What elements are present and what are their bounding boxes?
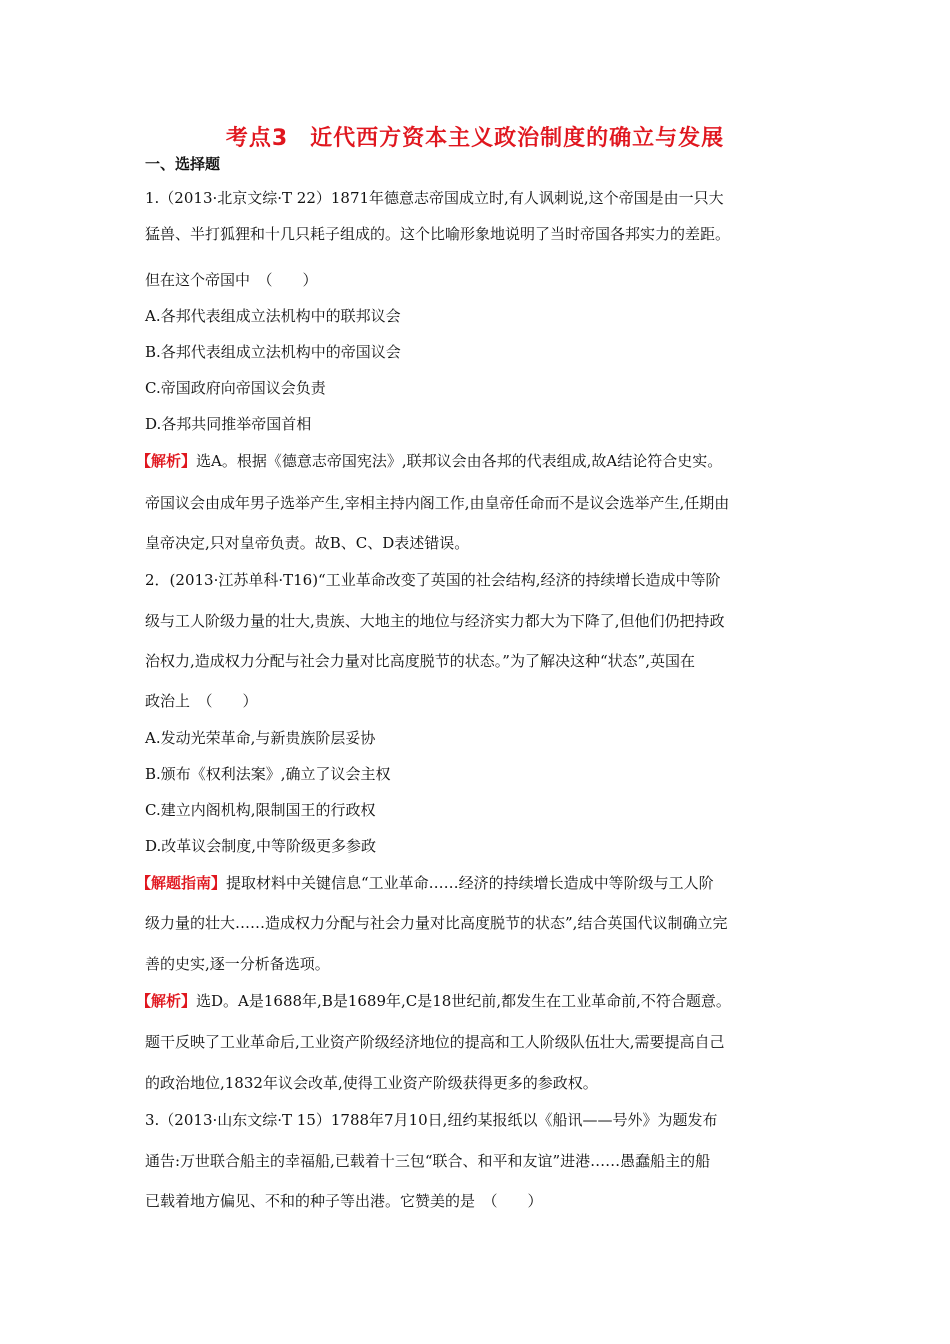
guide-tag: 【解题指南】 [136, 874, 227, 892]
question-2-line-1: 2．(2013·江苏单科·T16)“工业革命改变了英国的社会结构,经济的持续增长造成中等阶 [145, 571, 721, 589]
section-heading: 一、选择题 [145, 155, 221, 173]
question-2-explanation-line-3: 的政治地位,1832年议会改革,使得工业资产阶级获得更多的参政权。 [145, 1074, 598, 1092]
explanation-tag: 【解析】 [136, 992, 197, 1010]
question-3-line-1: 3.（2013·山东文综·T 15）1788年7月10日,纽约某报纸以《船讯——号外》为题发布 [145, 1111, 718, 1129]
title-text: 近代西方资本主义政治制度的确立与发展 [310, 126, 725, 151]
question-2-guide-line-1: 【解题指南】提取材料中关键信息“工业革命……经济的持续增长造成中等阶级与工人阶 [136, 874, 714, 892]
question-1-line-1: 1.（2013·北京文综·T 22）1871年德意志帝国成立时,有人讽刺说,这个帝国是由一只大 [145, 189, 724, 207]
page-title [0, 121, 950, 152]
explanation-tag: 【解析】 [136, 452, 197, 470]
title-number: 考点3 [225, 126, 289, 151]
question-1-option-c: C.帝国政府向帝国议会负责 [145, 379, 326, 397]
question-1-option-d: D.各邦共同推举帝国首相 [145, 415, 312, 433]
question-2-line-3: 治权力,造成权力分配与社会力量对比高度脱节的状态。”为了解决这种“状态”,英国在 [145, 652, 696, 670]
question-2-option-b: B.颁布《权利法案》,确立了议会主权 [145, 765, 391, 783]
question-2-option-d: D.改革议会制度,中等阶级更多参政 [145, 837, 377, 855]
question-2-explanation-line-2: 题干反映了工业革命后,工业资产阶级经济地位的提高和工人阶级队伍壮大,需要提高自己 [145, 1033, 725, 1051]
question-2-option-c: C.建立内阁机构,限制国王的行政权 [145, 801, 376, 819]
question-1-line-3: 但在这个帝国中 （ ） [145, 271, 318, 289]
question-3-line-2: 通告:万世联合船主的幸福船,已载着十三包“联合、和平和友谊”进港……愚蠢船主的船 [145, 1152, 711, 1170]
question-2-explanation-line-1: 【解析】选D。A是1688年,B是1689年,C是18世纪前,都发生在工业革命前,不符合题意。 [136, 992, 731, 1010]
question-1-explanation-line-2: 帝国议会由成年男子选举产生,宰相主持内阁工作,由皇帝任命而不是议会选举产生,任期由 [145, 494, 730, 512]
question-3-line-3: 已载着地方偏见、不和的种子等出港。它赞美的是 （ ） [145, 1192, 543, 1210]
question-2-line-4: 政治上 （ ） [145, 692, 258, 710]
question-1-option-b: B.各邦代表组成立法机构中的帝国议会 [145, 343, 401, 361]
question-1-explanation-line-3: 皇帝决定,只对皇帝负责。故B、C、D表述错误。 [145, 534, 470, 552]
question-1-explanation-line-1: 【解析】选A。根据《德意志帝国宪法》,联邦议会由各邦的代表组成,故A结论符合史实。 [136, 452, 723, 470]
question-2-guide-line-2: 级力量的壮大……造成权力分配与社会力量对比高度脱节的状态”,结合英国代议制确立完 [145, 914, 728, 932]
question-2-line-2: 级与工人阶级力量的壮大,贵族、大地主的地位与经济实力都大为下降了,但他们仍把持政 [145, 612, 725, 630]
question-1-line-2: 猛兽、半打狐狸和十几只耗子组成的。这个比喻形象地说明了当时帝国各邦实力的差距。 [145, 225, 731, 243]
question-2-option-a: A.发动光荣革命,与新贵族阶层妥协 [145, 729, 376, 747]
question-2-guide-line-3: 善的史实,逐一分析备选项。 [145, 955, 330, 973]
question-1-option-a: A.各邦代表组成立法机构中的联邦议会 [145, 307, 401, 325]
